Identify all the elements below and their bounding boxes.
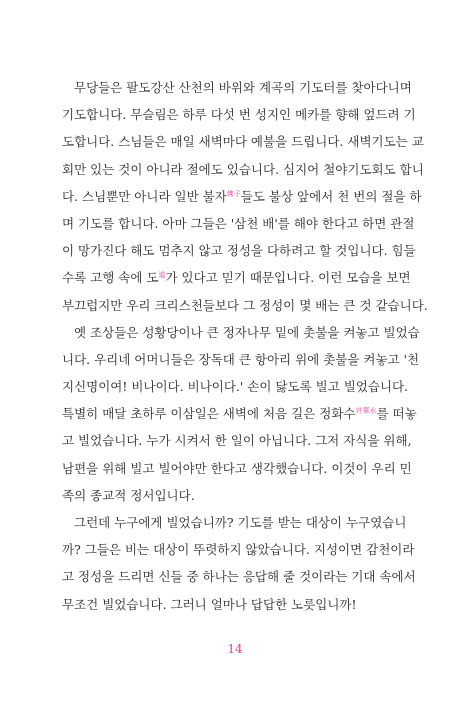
text-line: 족의 종교적 정서입니다. [62, 487, 195, 503]
text-line: 고 정성을 드리면 신들 중 하나는 응답해 줄 것이라는 기대 속에서 [62, 569, 416, 585]
hanja-annotation: 佛子 [226, 189, 241, 198]
text-line [62, 264, 411, 291]
text-segment: 다. 스님뿐만 아니라 일반 불자 [62, 188, 227, 204]
text-line: 무당들은 팔도강산 산천의 바위와 계곡의 기도터를 찾아다니며 [74, 80, 412, 95]
text-line [62, 183, 422, 210]
text-line: 고 빌었습니다. 누가 시켜서 한 일이 아닙니다. 그저 자식을 위해, [62, 433, 412, 449]
text-segment: 특별히 매달 초하루 이삼일은 새벽에 처음 길은 정화수 [62, 406, 356, 422]
text-segment: 수록 고행 속에 도 [62, 270, 159, 286]
text-line: 그런데 누구에게 빌었습니까? 기도를 받는 대상이 누구였습니 [74, 515, 407, 530]
text-segment: 들도 불상 앞에서 천 번의 절을 하 [240, 188, 422, 204]
text-line: 기도합니다. 무슬림은 하루 다섯 번 성지인 메카를 향해 엎드려 기 [62, 107, 416, 123]
hanja-annotation: 道 [158, 271, 166, 280]
text-segment: 가 있다고 믿기 때문입니다. 이런 모습을 보면 [165, 270, 411, 286]
text-line: 이 망가진다 해도 멈추지 않고 정성을 다하려고 할 것입니다. 힘들 [62, 243, 416, 259]
text-line: 며 기도를 합니다. 아마 그들은 '삼천 배'를 해야 한다고 하면 관절 [62, 215, 415, 231]
hanja-annotation: 井華水 [355, 407, 377, 416]
text-line [62, 400, 417, 427]
text-line: 도합니다. 스님들은 매일 새벽마다 예불을 드립니다. 새벽기도는 교 [62, 134, 424, 150]
text-line: 니다. 우리네 어머니들은 장독대 큰 항아리 위에 촛불을 켜놓고 '천 [62, 351, 420, 367]
text-line: 까? 그들은 비는 대상이 뚜렷하지 않았습니다. 지성이면 감천이라 [62, 542, 415, 558]
text-segment: 를 떠놓 [376, 406, 417, 422]
text-line: 옛 조상들은 성황당이나 큰 정자나무 밑에 촛불을 켜놓고 빌었습 [74, 324, 420, 340]
body-text [62, 74, 428, 618]
text-line: 부끄럽지만 우리 크리스천들보다 그 정성이 몇 배는 큰 것 같습니다. [62, 297, 428, 313]
page-number: 14 [227, 642, 243, 656]
text-line: 남편을 위해 빌고 빌어야만 한다고 생각했습니다. 이것이 우리 민 [62, 460, 412, 476]
text-line: 무조건 빌었습니다. 그러니 얼마나 답답한 노릇입니까! [62, 596, 357, 612]
text-line: 회만 있는 것이 아니라 절에도 있습니다. 심지어 철야기도회도 합니 [62, 161, 424, 177]
text-line: 지신명이여! 비나이다. 비나이다.' 손이 닳도록 빌고 빌었습니다. [62, 379, 409, 395]
